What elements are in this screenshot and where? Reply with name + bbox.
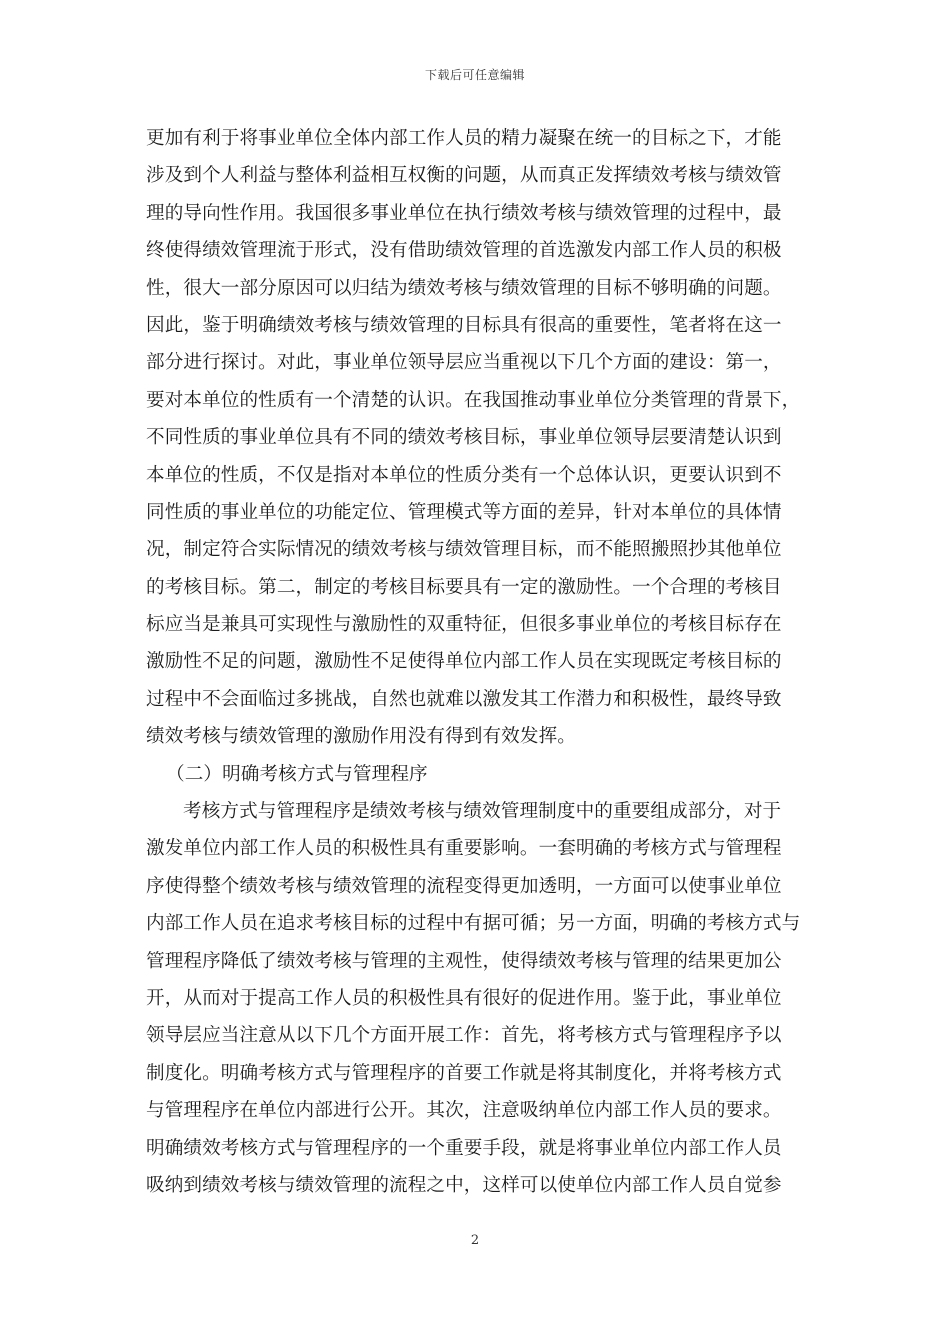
body-line: 与管理程序在单位内部进行公开。其次，注意吸纳单位内部工作人员的要求。	[146, 1100, 782, 1122]
body-line: 制度化。明确考核方式与管理程序的首要工作就是将其制度化，并将考核方式	[146, 1062, 782, 1084]
body-line: 激发单位内部工作人员的积极性具有重要影响。一套明确的考核方式与管理程	[146, 838, 782, 860]
body-line: 激励性不足的问题，激励性不足使得单位内部工作人员在实现既定考核目标的	[146, 651, 782, 673]
page-header: 下载后可任意编辑	[424, 68, 525, 82]
body-line: 部分进行探讨。对此，事业单位领导层应当重视以下几个方面的建设：第一，	[146, 352, 782, 374]
body-line: 况，制定符合实际情况的绩效考核与绩效管理目标，而不能照搬照抄其他单位	[146, 539, 782, 561]
body-line: 管理程序降低了绩效考核与管理的主观性，使得绩效考核与管理的结果更加公	[146, 950, 782, 972]
body-line: 内部工作人员在追求考核目标的过程中有据可循；另一方面，明确的考核方式与	[146, 913, 801, 935]
body-line: 性，很大一部分原因可以归结为绩效考核与绩效管理的目标不够明确的问题。	[146, 277, 782, 299]
body-line: 绩效考核与绩效管理的激励作用没有得到有效发挥。	[146, 726, 576, 748]
page-number: 2	[470, 1233, 480, 1248]
body-line: 理的导向性作用。我国很多事业单位在执行绩效考核与绩效管理的过程中，最	[146, 202, 782, 224]
body-line: 开，从而对于提高工作人员的积极性具有很好的促进作用。鉴于此，事业单位	[146, 987, 782, 1009]
body-line: 过程中不会面临过多挑战，自然也就难以激发其工作潜力和积极性，最终导致	[146, 688, 782, 710]
body-line: 领导层应当注意从以下几个方面开展工作：首先，将考核方式与管理程序予以	[146, 1025, 782, 1047]
body-line: 考核方式与管理程序是绩效考核与绩效管理制度中的重要组成部分，对于	[183, 801, 782, 823]
body-line: 终使得绩效管理流于形式，没有借助绩效管理的首选激发内部工作人员的积极	[146, 240, 782, 262]
body-line: 的考核目标。第二，制定的考核目标要具有一定的激励性。一个合理的考核目	[146, 576, 782, 598]
body-line: 不同性质的事业单位具有不同的绩效考核目标，事业单位领导层要清楚认识到	[146, 427, 782, 449]
body-line: 要对本单位的性质有一个清楚的认识。在我国推动事业单位分类管理的背景下，	[146, 389, 801, 411]
body-line: 明确绩效考核方式与管理程序的一个重要手段，就是将事业单位内部工作人员	[146, 1137, 782, 1159]
body-line: 序使得整个绩效考核与绩效管理的流程变得更加透明，一方面可以使事业单位	[146, 875, 782, 897]
section-heading: （二）明确考核方式与管理程序	[166, 763, 428, 785]
body-line: 更加有利于将事业单位全体内部工作人员的精力凝聚在统一的目标之下，才能	[146, 128, 782, 149]
body-line: 本单位的性质，不仅是指对本单位的性质分类有一个总体认识，更要认识到不	[146, 464, 782, 486]
body-line: 涉及到个人利益与整体利益相互权衡的问题，从而真正发挥绩效考核与绩效管	[146, 165, 782, 187]
body-line: 同性质的事业单位的功能定位、管理模式等方面的差异，针对本单位的具体情	[146, 501, 782, 523]
document-body	[146, 120, 810, 1204]
body-line: 标应当是兼具可实现性与激励性的双重特征，但很多事业单位的考核目标存在	[146, 614, 782, 636]
body-line: 因此，鉴于明确绩效考核与绩效管理的目标具有很高的重要性，笔者将在这一	[146, 314, 782, 336]
body-line: 吸纳到绩效考核与绩效管理的流程之中，这样可以使单位内部工作人员自觉参	[146, 1174, 782, 1196]
